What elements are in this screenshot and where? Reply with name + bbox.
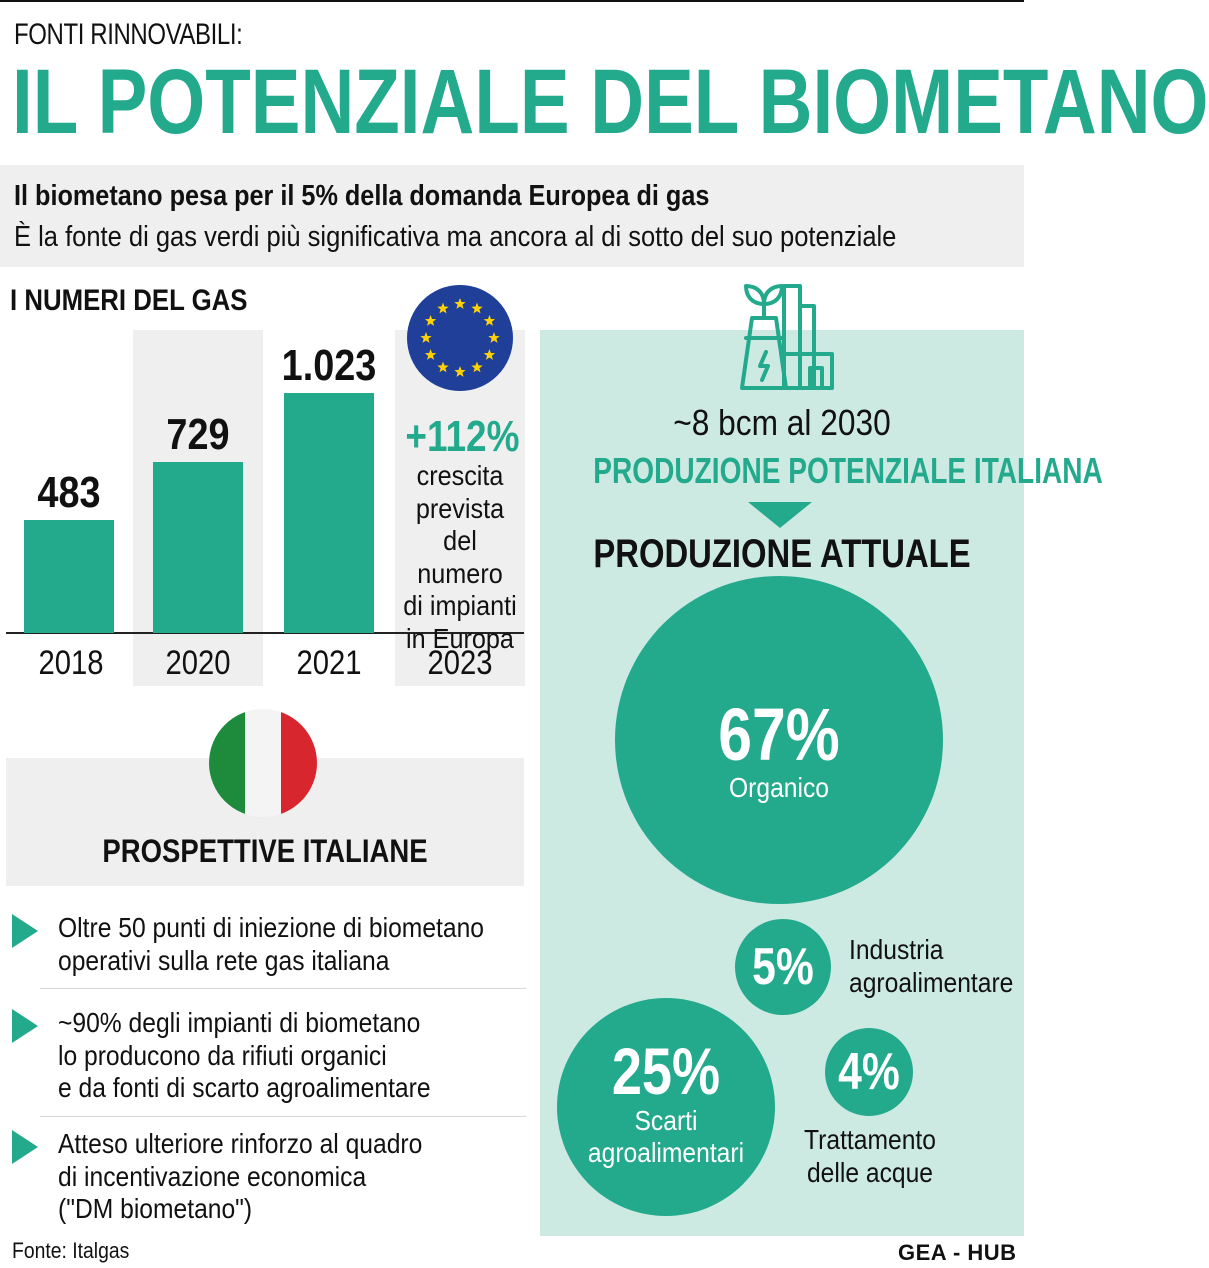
year-label: 2018: [38, 644, 104, 682]
page-title: IL POTENZIALE DEL BIOMETANO: [12, 51, 1209, 153]
triangle-bullet-icon: [12, 1130, 38, 1164]
bubble-category-label: Scarti: [634, 1105, 698, 1136]
growth-text-line: del numero: [417, 525, 503, 589]
bullet-text: [58, 912, 484, 977]
brand-logo: GEA - HUB: [898, 1240, 1017, 1265]
kicker: FONTI RINNOVABILI:: [14, 18, 243, 51]
growth-text-line: prevista: [415, 492, 505, 524]
eu-flag-icon: [406, 284, 514, 392]
growth-text-line: in Europa: [406, 622, 514, 654]
triangle-bullet-icon: [12, 1009, 38, 1043]
bullet-line: ~90% degli impianti di biometano: [58, 1007, 421, 1038]
growth-text-line: crescita: [416, 460, 504, 491]
bubble-percent-label: 67%: [718, 693, 840, 776]
bullet-line: Atteso ulteriore rinforzo al quadro: [58, 1128, 423, 1159]
gas-section-title: I NUMERI DEL GAS: [10, 284, 248, 317]
bullet-line: lo producono da rifiuti organici: [58, 1039, 387, 1071]
bullet-line: operativi sulla rete gas italiana: [58, 944, 390, 976]
current-production-label: PRODUZIONE ATTUALE: [593, 532, 971, 576]
bubble-category-label: delle acque: [806, 1156, 934, 1188]
bar-value-label: 483: [37, 468, 101, 517]
potential-label: PRODUZIONE POTENZIALE ITALIANA: [593, 450, 1103, 491]
intro-lead: Il biometano pesa per il 5% della domanda Europea di gas: [14, 180, 710, 212]
bubble-category-label: Industria: [849, 934, 944, 965]
bubble-percent-label: 25%: [611, 1034, 721, 1108]
bar-2018: [24, 520, 114, 633]
bar-value-label: 1.023: [281, 341, 377, 390]
bullet-line: e da fonti di scarto agroalimentare: [58, 1072, 431, 1103]
bubble-category-label: Trattamento: [804, 1124, 936, 1155]
down-arrow-icon: [748, 502, 812, 528]
potential-value: ~8 bcm al 2030: [673, 402, 891, 443]
bubble-percent-label: 5%: [752, 937, 814, 996]
biomethane-plant-icon: [722, 278, 838, 394]
growth-value: +112%: [405, 412, 520, 461]
year-label-2023: 2023: [427, 644, 493, 682]
bullet-line: ("DM biometano"): [58, 1193, 253, 1224]
italy-flag-icon: [208, 708, 318, 818]
growth-text-line: di impianti: [403, 590, 517, 621]
source-note: Fonte: Italgas: [12, 1238, 130, 1263]
bar-2020: [153, 462, 243, 633]
bubble-category-label: agroalimentare: [849, 966, 1014, 998]
italy-section-title: PROSPETTIVE ITALIANE: [102, 833, 428, 869]
bullet-text: [58, 1128, 422, 1226]
triangle-bullet-icon: [12, 914, 38, 948]
bar-2021: [284, 393, 374, 633]
year-label: 2020: [165, 644, 231, 682]
bullet-separator: [40, 1116, 526, 1117]
bullet-line: Oltre 50 punti di iniezione di biometano: [58, 912, 485, 943]
bubble-percent-label: 4%: [838, 1042, 900, 1101]
bullet-separator: [40, 988, 526, 989]
intro-subtitle: È la fonte di gas verdi più significativa ma ancora al di sotto del suo potenziale: [14, 221, 897, 253]
year-label: 2021: [296, 644, 362, 682]
bar-value-label: 729: [166, 410, 230, 459]
top-rule: [0, 0, 1024, 2]
bubble-category-label: Organico: [729, 772, 829, 803]
bubble-category-label: agroalimentari: [587, 1137, 745, 1168]
bullet-line: di incentivazione economica: [58, 1160, 367, 1192]
growth-text: [400, 460, 521, 655]
bullet-text: [58, 1007, 431, 1105]
